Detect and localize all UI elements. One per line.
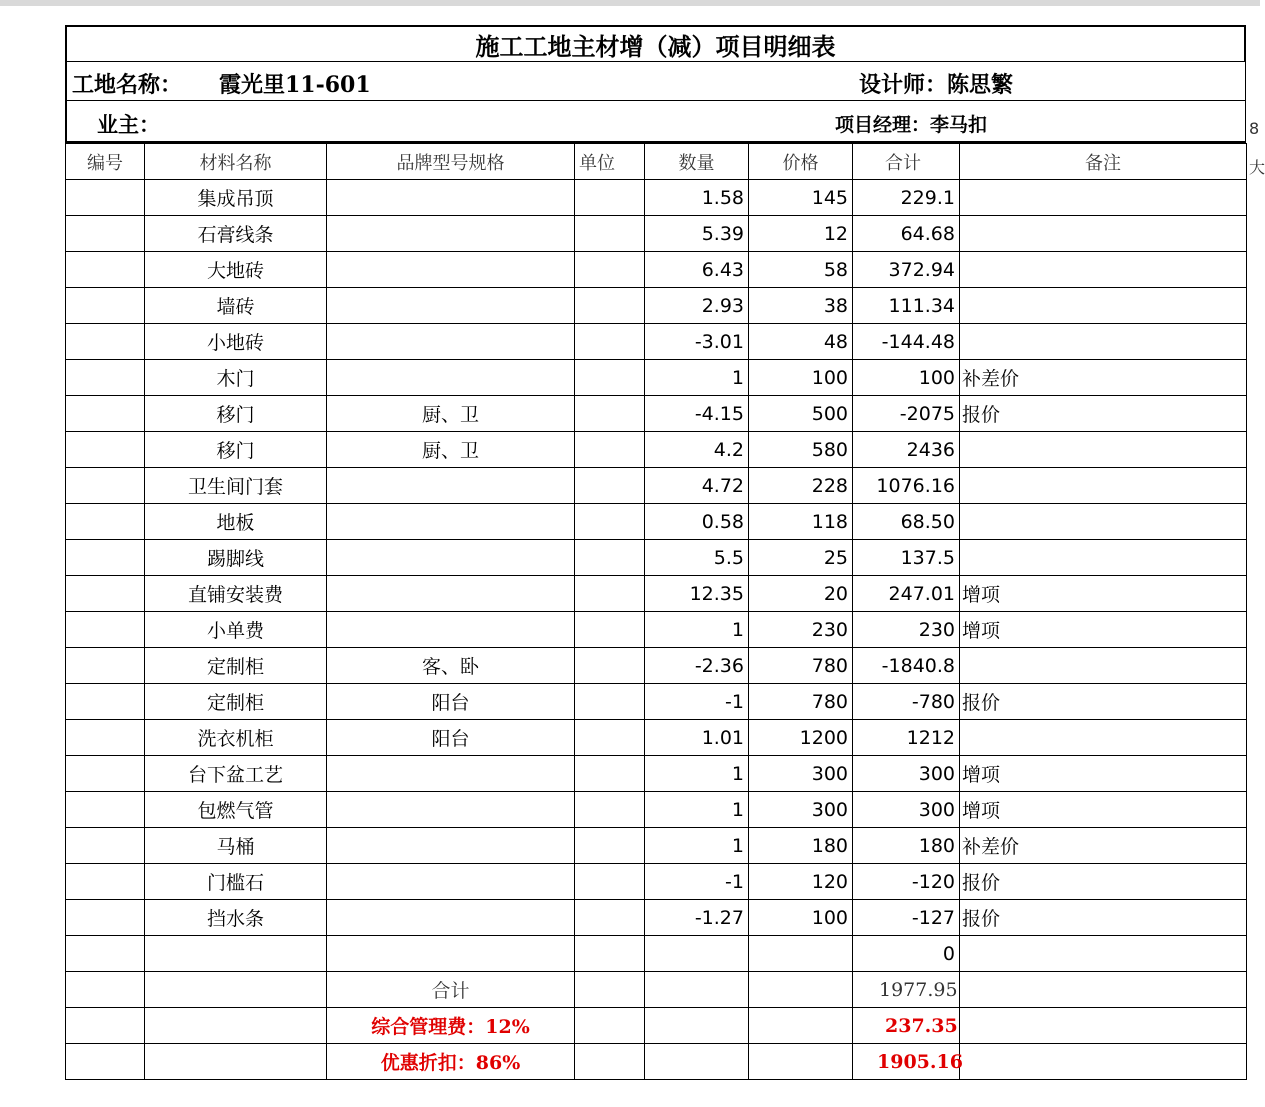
- cell-quantity: 6.43: [645, 252, 749, 288]
- cell-total: 1212: [853, 720, 960, 756]
- cell-quantity: 1.58: [645, 180, 749, 216]
- table-row: [66, 216, 1247, 252]
- cell-material-name: 台下盆工艺: [145, 756, 327, 792]
- cell-quantity: 0.58: [645, 504, 749, 540]
- table-row: [66, 612, 1247, 648]
- cell-material-name: 踢脚线: [145, 540, 327, 576]
- cell-spec: 阳台: [327, 684, 575, 720]
- cell-note: [960, 432, 1247, 468]
- header-cell: 合计: [853, 144, 960, 180]
- designer-field: 设计师：陈思繁: [859, 72, 1014, 98]
- cell-no: [66, 756, 145, 792]
- cell-unit: [575, 324, 645, 360]
- cell-spec: [327, 540, 575, 576]
- cell-quantity: 1: [645, 612, 749, 648]
- cell-total: 100: [853, 360, 960, 396]
- cell-unit: [575, 180, 645, 216]
- cell-quantity: 1: [645, 828, 749, 864]
- cell-no: [66, 180, 145, 216]
- cell-spec: 客、卧: [327, 648, 575, 684]
- cell-quantity: 2.93: [645, 288, 749, 324]
- cell-note: 增项: [960, 792, 1247, 828]
- cell-spec: [327, 576, 575, 612]
- clipped-edge-text-2: 大: [1249, 158, 1265, 177]
- cell-spec: [327, 936, 575, 972]
- cell-note: 补差价: [960, 828, 1247, 864]
- header-cell: 数量: [645, 144, 749, 180]
- cell-total: -780: [853, 684, 960, 720]
- subtotal-row: [66, 972, 1247, 1008]
- cell-price: 120: [749, 864, 853, 900]
- cell-total: 180: [853, 828, 960, 864]
- project-manager-field: 项目经理：李马扣: [835, 114, 988, 136]
- cell-price: 12: [749, 216, 853, 252]
- discount-row: [66, 1044, 1247, 1080]
- cell-note: [960, 324, 1247, 360]
- cell-no: [66, 540, 145, 576]
- cell-material-name: 小单费: [145, 612, 327, 648]
- cell-material-name: 卫生间门套: [145, 468, 327, 504]
- cell-no: [66, 468, 145, 504]
- cell-note: 报价: [960, 396, 1247, 432]
- cell-no: [66, 900, 145, 936]
- cell-total: 229.1: [853, 180, 960, 216]
- cell-price: 100: [749, 900, 853, 936]
- cell-note: [960, 468, 1247, 504]
- cell-spec: 厨、卫: [327, 396, 575, 432]
- cell-note: 报价: [960, 864, 1247, 900]
- cell-price: 500: [749, 396, 853, 432]
- cell-total: 1076.16: [853, 468, 960, 504]
- table-row: [66, 324, 1247, 360]
- cell-quantity: -2.36: [645, 648, 749, 684]
- cell-spec: [327, 180, 575, 216]
- cell-price: 230: [749, 612, 853, 648]
- cell-note: [960, 288, 1247, 324]
- header-cell: 编号: [66, 144, 145, 180]
- cell-total: -127: [853, 900, 960, 936]
- cell-price: 100: [749, 360, 853, 396]
- top-bar: [0, 0, 1260, 6]
- clipped-edge-text-1: 8: [1249, 119, 1260, 138]
- table-row: [66, 684, 1247, 720]
- cell-note: [960, 648, 1247, 684]
- cell-spec: [327, 864, 575, 900]
- cell-no: [66, 324, 145, 360]
- cell-no: [66, 936, 145, 972]
- subtotal-value: 1977.95: [853, 972, 960, 1008]
- cell-spec: 厨、卫: [327, 432, 575, 468]
- cell-note: [960, 720, 1247, 756]
- cell-quantity: -1: [645, 684, 749, 720]
- cell-quantity: 1: [645, 360, 749, 396]
- table-row: [66, 288, 1247, 324]
- table-row: [66, 900, 1247, 936]
- table-row: [66, 828, 1247, 864]
- cell-material-name: [145, 936, 327, 972]
- cell-material-name: 木门: [145, 360, 327, 396]
- cell-unit: [575, 396, 645, 432]
- cell-material-name: 马桶: [145, 828, 327, 864]
- cell-note: 增项: [960, 612, 1247, 648]
- cell-total: 300: [853, 756, 960, 792]
- cell-unit: [575, 900, 645, 936]
- cell-total: 0: [853, 936, 960, 972]
- cell-no: [66, 864, 145, 900]
- discount-label: 优惠折扣：86%: [327, 1044, 575, 1080]
- cell-unit: [575, 648, 645, 684]
- cell-spec: [327, 828, 575, 864]
- cell-material-name: 洗衣机柜: [145, 720, 327, 756]
- cell-total: 111.34: [853, 288, 960, 324]
- cell-material-name: 大地砖: [145, 252, 327, 288]
- site-name-label: 工地名称：: [72, 72, 183, 98]
- cell-price: 58: [749, 252, 853, 288]
- cell-unit: [575, 576, 645, 612]
- cell-price: 228: [749, 468, 853, 504]
- table-row: [66, 504, 1247, 540]
- cell-note: [960, 252, 1247, 288]
- site-info-row: [65, 62, 1246, 101]
- cell-note: 报价: [960, 684, 1247, 720]
- cell-quantity: 4.2: [645, 432, 749, 468]
- cell-no: [66, 720, 145, 756]
- cell-no: [66, 684, 145, 720]
- owner-label: 业主：: [97, 112, 160, 137]
- cell-note: 报价: [960, 900, 1247, 936]
- cell-unit: [575, 288, 645, 324]
- cell-total: -2075: [853, 396, 960, 432]
- cell-price: 38: [749, 288, 853, 324]
- cell-unit: [575, 720, 645, 756]
- table-row: [66, 792, 1247, 828]
- cell-total: 372.94: [853, 252, 960, 288]
- cell-spec: 阳台: [327, 720, 575, 756]
- header-cell: 备注: [960, 144, 1247, 180]
- cell-spec: [327, 792, 575, 828]
- cell-total: 64.68: [853, 216, 960, 252]
- owner-info-row: [65, 101, 1246, 143]
- cell-quantity: -1.27: [645, 900, 749, 936]
- material-detail-sheet: [65, 25, 1246, 1080]
- cell-total: 247.01: [853, 576, 960, 612]
- cell-quantity: 1.01: [645, 720, 749, 756]
- cell-price: 180: [749, 828, 853, 864]
- table-row: [66, 396, 1247, 432]
- cell-note: [960, 180, 1247, 216]
- cell-price: 580: [749, 432, 853, 468]
- cell-note: [960, 540, 1247, 576]
- cell-price: 1200: [749, 720, 853, 756]
- header-cell: 价格: [749, 144, 853, 180]
- cell-no: [66, 252, 145, 288]
- cell-unit: [575, 864, 645, 900]
- cell-note: 增项: [960, 576, 1247, 612]
- cell-spec: [327, 252, 575, 288]
- cell-unit: [575, 756, 645, 792]
- cell-unit: [575, 360, 645, 396]
- cell-material-name: 小地砖: [145, 324, 327, 360]
- cell-quantity: 4.72: [645, 468, 749, 504]
- cell-price: 300: [749, 792, 853, 828]
- cell-unit: [575, 432, 645, 468]
- cell-unit: [575, 504, 645, 540]
- table-row: [66, 432, 1247, 468]
- table-row: [66, 360, 1247, 396]
- cell-spec: [327, 468, 575, 504]
- cell-quantity: -4.15: [645, 396, 749, 432]
- cell-unit: [575, 684, 645, 720]
- cell-no: [66, 648, 145, 684]
- management-fee-label: 综合管理费：12%: [327, 1008, 575, 1044]
- cell-material-name: 直铺安装费: [145, 576, 327, 612]
- cell-price: 300: [749, 756, 853, 792]
- cell-unit: [575, 936, 645, 972]
- cell-material-name: 地板: [145, 504, 327, 540]
- cell-total: 68.50: [853, 504, 960, 540]
- cell-material-name: 集成吊顶: [145, 180, 327, 216]
- cell-material-name: 门槛石: [145, 864, 327, 900]
- cell-spec: [327, 288, 575, 324]
- cell-spec: [327, 756, 575, 792]
- cell-material-name: 包燃气管: [145, 792, 327, 828]
- cell-spec: [327, 612, 575, 648]
- cell-price: 780: [749, 648, 853, 684]
- cell-no: [66, 360, 145, 396]
- cell-no: [66, 612, 145, 648]
- cell-unit: [575, 252, 645, 288]
- cell-spec: [327, 504, 575, 540]
- cell-no: [66, 432, 145, 468]
- cell-note: [960, 936, 1247, 972]
- management-fee-row: [66, 1008, 1247, 1044]
- cell-total: 137.5: [853, 540, 960, 576]
- cell-price: 780: [749, 684, 853, 720]
- cell-unit: [575, 216, 645, 252]
- cell-unit: [575, 792, 645, 828]
- cell-material-name: 移门: [145, 396, 327, 432]
- cell-material-name: 墙砖: [145, 288, 327, 324]
- cell-price: 118: [749, 504, 853, 540]
- cell-quantity: -1: [645, 864, 749, 900]
- table-row: [66, 648, 1247, 684]
- cell-material-name: 石膏线条: [145, 216, 327, 252]
- cell-quantity: 5.39: [645, 216, 749, 252]
- cell-total: 230: [853, 612, 960, 648]
- cell-material-name: 定制柜: [145, 648, 327, 684]
- cell-quantity: 1: [645, 756, 749, 792]
- cell-no: [66, 828, 145, 864]
- table-row: [66, 936, 1247, 972]
- cell-note: 增项: [960, 756, 1247, 792]
- cell-no: [66, 504, 145, 540]
- cell-total: 2436: [853, 432, 960, 468]
- table-row: [66, 180, 1247, 216]
- cell-note: [960, 504, 1247, 540]
- table-row: [66, 468, 1247, 504]
- sheet-title: 施工工地主材增（减）项目明细表: [65, 25, 1246, 62]
- cell-no: [66, 396, 145, 432]
- cell-price: [749, 936, 853, 972]
- cell-material-name: 定制柜: [145, 684, 327, 720]
- discount-value: 1905.16: [853, 1044, 960, 1080]
- table-row: [66, 720, 1247, 756]
- site-name-value: 霞光里11-601: [219, 72, 371, 98]
- cell-unit: [575, 468, 645, 504]
- table-row: [66, 864, 1247, 900]
- cell-total: -1840.8: [853, 648, 960, 684]
- cell-spec: [327, 360, 575, 396]
- cell-quantity: -3.01: [645, 324, 749, 360]
- cell-material-name: 移门: [145, 432, 327, 468]
- cell-unit: [575, 612, 645, 648]
- cell-price: 48: [749, 324, 853, 360]
- management-fee-value: 237.35: [853, 1008, 960, 1044]
- cell-note: [960, 216, 1247, 252]
- cell-quantity: 5.5: [645, 540, 749, 576]
- cell-material-name: 挡水条: [145, 900, 327, 936]
- cell-total: -120: [853, 864, 960, 900]
- cell-spec: [327, 324, 575, 360]
- cell-unit: [575, 540, 645, 576]
- cell-note: 补差价: [960, 360, 1247, 396]
- cell-price: 25: [749, 540, 853, 576]
- cell-no: [66, 216, 145, 252]
- material-table: [65, 143, 1247, 1080]
- cell-quantity: [645, 936, 749, 972]
- header-cell: 品牌型号规格: [327, 144, 575, 180]
- cell-price: 145: [749, 180, 853, 216]
- cell-total: 300: [853, 792, 960, 828]
- subtotal-label: 合计: [327, 972, 575, 1008]
- table-row: [66, 756, 1247, 792]
- cell-no: [66, 288, 145, 324]
- table-row: [66, 252, 1247, 288]
- header-cell: 材料名称: [145, 144, 327, 180]
- table-row: [66, 540, 1247, 576]
- cell-no: [66, 576, 145, 612]
- table-row: [66, 576, 1247, 612]
- cell-spec: [327, 900, 575, 936]
- cell-price: 20: [749, 576, 853, 612]
- table-header-row: [66, 144, 1247, 180]
- cell-spec: [327, 216, 575, 252]
- cell-unit: [575, 828, 645, 864]
- header-cell: 单位: [575, 144, 645, 180]
- cell-quantity: 12.35: [645, 576, 749, 612]
- cell-quantity: 1: [645, 792, 749, 828]
- cell-total: -144.48: [853, 324, 960, 360]
- cell-no: [66, 792, 145, 828]
